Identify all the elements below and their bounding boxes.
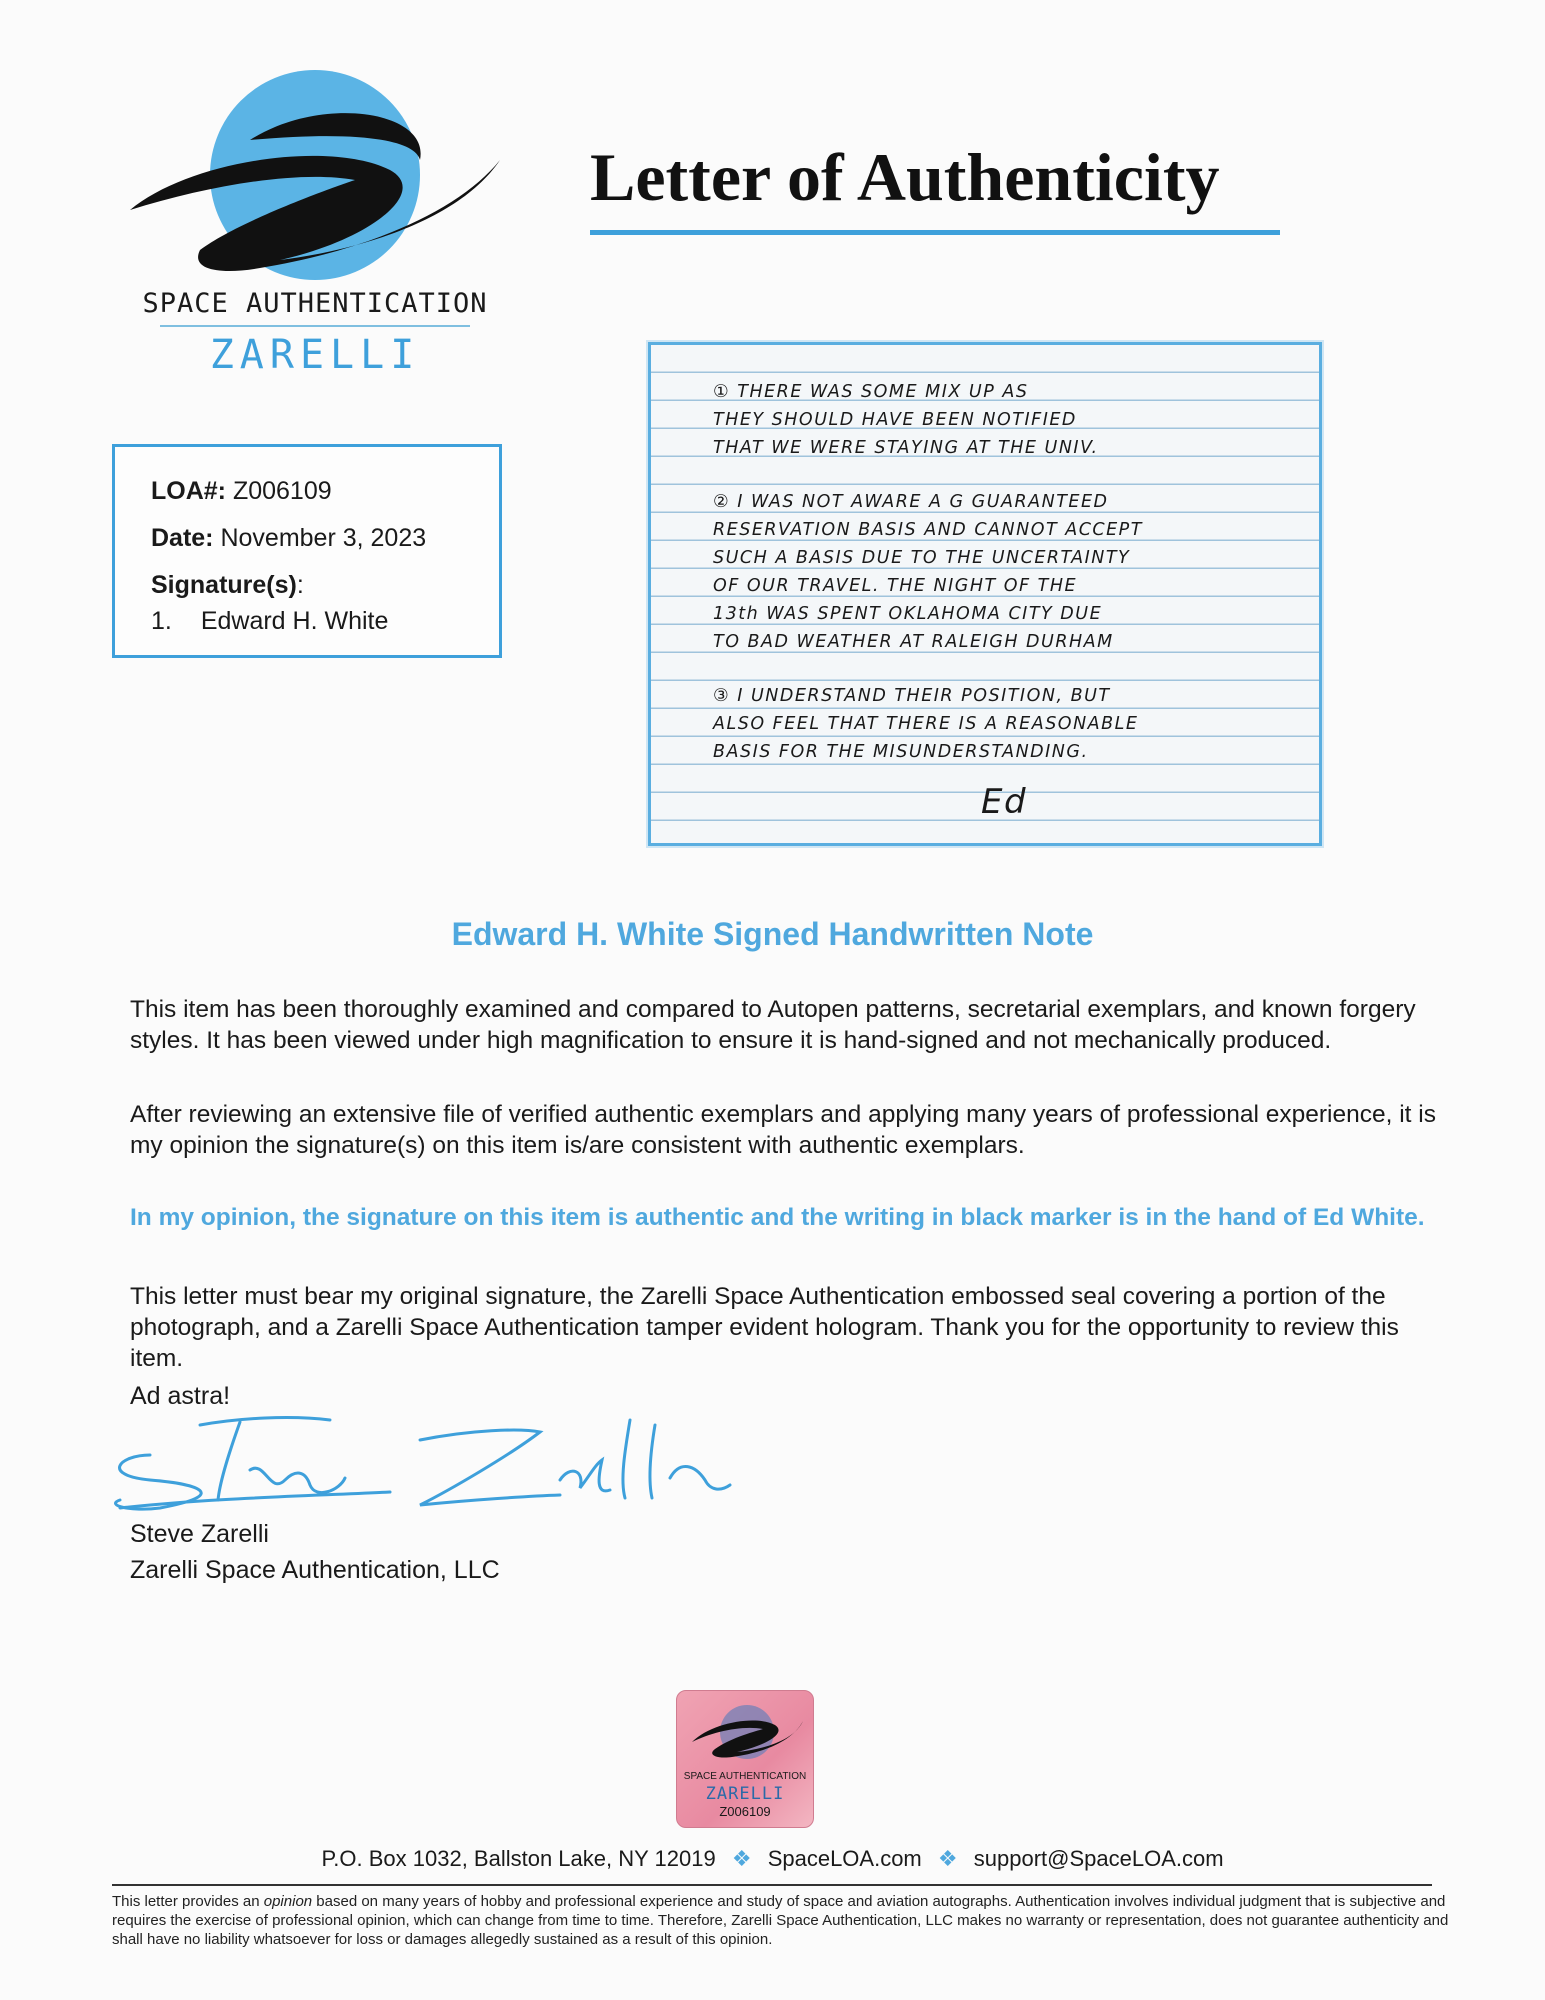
logo-text-line2: ZARELLI (209, 332, 421, 378)
page-title: Letter of Authenticity (590, 139, 1220, 215)
logo-swoosh-icon (130, 100, 500, 290)
loa-number-row (151, 477, 332, 506)
footer-email-link[interactable]: support@SpaceLOA.com (973, 1846, 1224, 1871)
hologram-text-line2: ZARELLI (705, 1784, 785, 1804)
note-line: THAT WE WERE STAYING AT THE UNIV. (713, 438, 1099, 458)
signature-text: Steve Zarelli (90, 1400, 96, 1401)
hologram-text-line1: SPACE AUTHENTICATION (683, 1771, 807, 1782)
loa-info-box (112, 444, 502, 658)
signatures-label: Signature(s) (151, 571, 297, 599)
signature-name: Edward H. White (200, 607, 389, 635)
note-line: ① THERE WAS SOME MIX UP AS (713, 382, 1029, 402)
title-underline (590, 230, 1280, 235)
signer-name: Steve Zarelli (130, 1520, 269, 1548)
tamper-evident-hologram (676, 1690, 814, 1828)
company-logo (130, 70, 500, 378)
closing-salutation: Ad astra! (130, 1382, 231, 1410)
disclaimer-emphasis: opinion (263, 1893, 313, 1910)
loa-value: Z006109 (232, 477, 332, 505)
date-label: Date: (151, 524, 214, 552)
hologram-logo-icon (687, 1697, 803, 1767)
note-line: 13th WAS SPENT OKLAHOMA CITY DUE (713, 604, 1103, 624)
paragraph-requirements: This letter must bear my original signature, the Zarelli Space Authentication embossed seal covering a portion of the photograph, and a Zarelli Space Authentication tamper evident hologram. Thank you for the opportunity to review this item. (130, 1283, 1399, 1372)
note-line: TO BAD WEATHER AT RALEIGH DURHAM (713, 632, 1114, 652)
footer-divider (112, 1884, 1432, 1886)
opinion-statement: In my opinion, the signature on this item is authentic and the writing in black marker is in the hand of Ed White. (130, 1204, 1425, 1231)
note-line: RESERVATION BASIS AND CANNOT ACCEPT (713, 520, 1143, 540)
signatures-label-row (151, 571, 304, 600)
note-signature: Ed (981, 782, 1028, 822)
hologram-id: Z006109 (719, 1804, 771, 1819)
handwritten-signature (90, 1400, 740, 1520)
footer-website-link[interactable]: SpaceLOA.com (767, 1846, 922, 1871)
handwritten-note-photo (648, 342, 1322, 846)
signature-number: 1. (151, 607, 172, 635)
logo-text-line1: SPACE AUTHENTICATION (142, 288, 488, 319)
handwritten-note-text (651, 345, 1319, 843)
disclaimer-text-rest: based on many years of hobby and professional experience and study of space and aviation autographs. Authentication involves individual judgment that is subjective and requires the exercise of professional opinion, which can change from time to time. Therefore, Zarelli Space Authentication, LLC makes no warranty or representation, does not guarantee authenticity and shall have no liability whatsoever for loss or damages allegedly sustained as a result of this opinion. (112, 1893, 1449, 1948)
note-line: ALSO FEEL THAT THERE IS A REASONABLE (713, 714, 1139, 734)
legal-disclaimer (112, 1892, 1457, 1949)
note-line: ② I WAS NOT AWARE A G GUARANTEED (713, 492, 1109, 512)
note-line: BASIS FOR THE MISUNDERSTANDING. (713, 742, 1089, 762)
note-line: SUCH A BASIS DUE TO THE UNCERTAINTY (713, 548, 1131, 568)
diamond-separator-icon: ❖ (937, 1846, 958, 1871)
date-row (151, 524, 426, 553)
signature-list-item (151, 607, 388, 636)
loa-label: LOA#: (151, 477, 226, 505)
date-value: November 3, 2023 (220, 524, 427, 552)
footer-contact (0, 1846, 1545, 1872)
footer-address: P.O. Box 1032, Ballston Lake, NY 12019 (321, 1846, 716, 1871)
item-heading: Edward H. White Signed Handwritten Note (451, 916, 1094, 952)
note-line: OF OUR TRAVEL. THE NIGHT OF THE (713, 576, 1078, 596)
paragraph-review: After reviewing an extensive file of verified authentic exemplars and applying many years of professional experience, it is my opinion the signature(s) on this item is/are consistent with authentic exemplars. (130, 1101, 1436, 1159)
signer-company: Zarelli Space Authentication, LLC (130, 1556, 500, 1584)
note-line: THEY SHOULD HAVE BEEN NOTIFIED (713, 410, 1077, 430)
paragraph-examination: This item has been thoroughly examined and compared to Autopen patterns, secretarial exemplars, and known forgery styles. It has been viewed under high magnification to ensure it is hand-signed and not mechanically produced. (130, 996, 1416, 1054)
logo-divider (160, 325, 470, 327)
disclaimer-text-start: This letter provides an (112, 1893, 264, 1910)
diamond-separator-icon: ❖ (731, 1846, 752, 1871)
signatures-colon: : (296, 571, 304, 599)
note-line: ③ I UNDERSTAND THEIR POSITION, BUT (713, 686, 1111, 706)
